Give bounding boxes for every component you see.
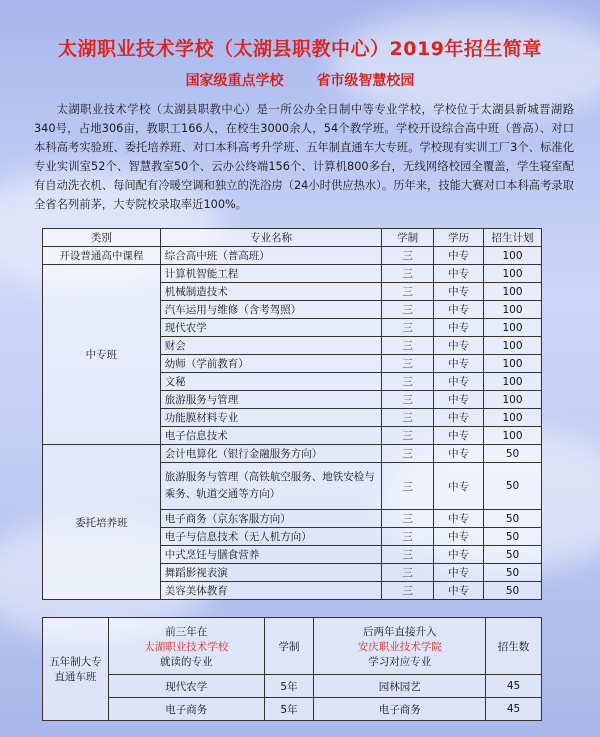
category-cell: 开设普通高中课程	[43, 247, 161, 265]
major-cell: 电子商务（京东客服方向）	[160, 510, 381, 528]
five-year-category: 五年制大专直通车班	[43, 618, 109, 721]
page-title: 太湖职业技术学校（太湖县职教中心）2019年招生简章	[58, 38, 542, 60]
degree-cell: 中专	[434, 564, 484, 582]
degree-cell: 中专	[434, 528, 484, 546]
years-cell: 三	[382, 463, 434, 510]
table-header-row	[43, 229, 542, 247]
degree-cell: 中专	[434, 265, 484, 283]
subtitle-national: 国家级重点学校	[185, 73, 284, 89]
degree-cell: 中专	[434, 427, 484, 445]
degree-cell: 中专	[434, 283, 484, 301]
header-degree: 学历	[434, 229, 484, 247]
plan-cell: 50	[484, 582, 542, 600]
five-year-target: 园林园艺	[314, 675, 486, 698]
major-cell: 文秘	[160, 373, 381, 391]
major-cell: 综合高中班（普高班）	[160, 247, 381, 265]
years-cell: 三	[382, 546, 434, 564]
years-cell: 三	[382, 337, 434, 355]
five-year-count: 45	[486, 698, 542, 721]
subtitle-provincial: 省市级智慧校园	[316, 73, 415, 89]
five-year-col2-header: 学制	[264, 618, 314, 675]
plan-cell: 100	[484, 319, 542, 337]
plan-cell: 100	[484, 409, 542, 427]
years-cell: 三	[382, 582, 434, 600]
col3-line3: 学习对应专业	[368, 655, 432, 668]
degree-cell: 中专	[434, 355, 484, 373]
col1-line1: 前三年在	[165, 625, 208, 638]
major-cell: 会计电算化（银行金融服务方向）	[160, 445, 381, 463]
major-cell: 机械制造技术	[160, 283, 381, 301]
plan-cell: 50	[484, 546, 542, 564]
header-category: 类别	[43, 229, 161, 247]
years-cell: 三	[382, 528, 434, 546]
header-plan: 招生计划	[484, 229, 542, 247]
five-year-col4-header: 招生数	[486, 618, 542, 675]
plan-cell: 50	[484, 510, 542, 528]
plan-cell: 50	[484, 445, 542, 463]
category-cell: 中专班	[43, 265, 161, 445]
degree-cell: 中专	[434, 463, 484, 510]
five-year-col3-header	[314, 618, 486, 675]
major-cell: 电子与信息技术（无人机方向）	[160, 528, 381, 546]
major-cell: 舞蹈影视表演	[160, 564, 381, 582]
five-year-target: 电子商务	[314, 698, 486, 721]
years-cell: 三	[382, 265, 434, 283]
degree-cell: 中专	[434, 510, 484, 528]
intro-paragraph: 太湖职业技术学校（太湖县职教中心）是一所公办全日制中等专业学校，学校位于太湖县新城晋湖路340号，占地306亩，教职工166人，在校生3000余人，54个教学班。学校开设综合高中班（普高）、对口本科高考实验班、委托培养班、对口本科高考升学班、五年制直通车大专班。学校现有实训工厂3个、标准化专业实训室52个、智慧教室50个、云办公终端156个、计算机800多台，无线网络校园全覆盖，学生寝室配有自动洗衣机、每间配有冷暖空调和独立的洗浴房（24小时供应热水）。历年来，技能大赛对口本科高考录取全省名列前茅，大专院校录取率近100%。	[34, 103, 574, 211]
major-cell: 功能膜材料专业	[160, 409, 381, 427]
major-cell: 汽车运用与维修（含考驾照）	[160, 301, 381, 319]
table-row	[43, 247, 542, 265]
subtitle	[0, 70, 600, 90]
years-cell: 三	[382, 510, 434, 528]
col1-line3: 就读的专业	[159, 655, 213, 668]
plan-cell: 50	[484, 528, 542, 546]
years-cell: 三	[382, 283, 434, 301]
header-years: 学制	[382, 229, 434, 247]
col3-line1: 后两年直接升入	[363, 625, 437, 638]
years-cell: 三	[382, 319, 434, 337]
degree-cell: 中专	[434, 247, 484, 265]
degree-cell: 中专	[434, 301, 484, 319]
years-cell: 三	[382, 301, 434, 319]
plan-cell: 50	[484, 463, 542, 510]
major-cell: 旅游服务与管理（高铁航空服务、地铁安检与乘务、轨道交通等方向）	[160, 463, 381, 510]
five-year-years: 5年	[264, 675, 314, 698]
major-cell: 电子信息技术	[160, 427, 381, 445]
major-cell: 现代农学	[160, 319, 381, 337]
major-cell: 幼师（学前教育）	[160, 355, 381, 373]
category-cell: 委托培养班	[43, 445, 161, 600]
major-cell: 美容美体教育	[160, 582, 381, 600]
plan-cell: 100	[484, 391, 542, 409]
degree-cell: 中专	[434, 391, 484, 409]
years-cell: 三	[382, 355, 434, 373]
degree-cell: 中专	[434, 582, 484, 600]
table-row	[43, 265, 542, 283]
col1-school: 太湖职业技术学校	[144, 640, 229, 653]
five-year-major: 现代农学	[108, 675, 264, 698]
years-cell: 三	[382, 409, 434, 427]
plan-cell: 100	[484, 283, 542, 301]
major-cell: 旅游服务与管理	[160, 391, 381, 409]
major-cell: 中式烹饪与膳食营养	[160, 546, 381, 564]
years-cell: 三	[382, 247, 434, 265]
years-cell: 三	[382, 391, 434, 409]
degree-cell: 中专	[434, 445, 484, 463]
degree-cell: 中专	[434, 373, 484, 391]
plan-cell: 100	[484, 337, 542, 355]
years-cell: 三	[382, 564, 434, 582]
plan-cell: 100	[484, 265, 542, 283]
degree-cell: 中专	[434, 337, 484, 355]
five-year-row	[43, 698, 542, 721]
five-year-table	[42, 617, 542, 721]
five-year-header-row	[43, 618, 542, 675]
five-year-col1-header	[108, 618, 264, 675]
plan-cell: 100	[484, 301, 542, 319]
five-year-count: 45	[486, 675, 542, 698]
enrollment-table	[42, 228, 542, 600]
years-cell: 三	[382, 427, 434, 445]
col3-school: 安庆职业技术学院	[357, 640, 442, 653]
five-year-years: 5年	[264, 698, 314, 721]
years-cell: 三	[382, 445, 434, 463]
plan-cell: 100	[484, 373, 542, 391]
five-year-row	[43, 675, 542, 698]
degree-cell: 中专	[434, 319, 484, 337]
major-cell: 计算机智能工程	[160, 265, 381, 283]
degree-cell: 中专	[434, 546, 484, 564]
degree-cell: 中专	[434, 409, 484, 427]
plan-cell: 100	[484, 247, 542, 265]
table-row	[43, 445, 542, 463]
plan-cell: 100	[484, 355, 542, 373]
header-major: 专业名称	[160, 229, 381, 247]
plan-cell: 100	[484, 427, 542, 445]
plan-cell: 50	[484, 564, 542, 582]
years-cell: 三	[382, 373, 434, 391]
major-cell: 财会	[160, 337, 381, 355]
five-year-major: 电子商务	[108, 698, 264, 721]
